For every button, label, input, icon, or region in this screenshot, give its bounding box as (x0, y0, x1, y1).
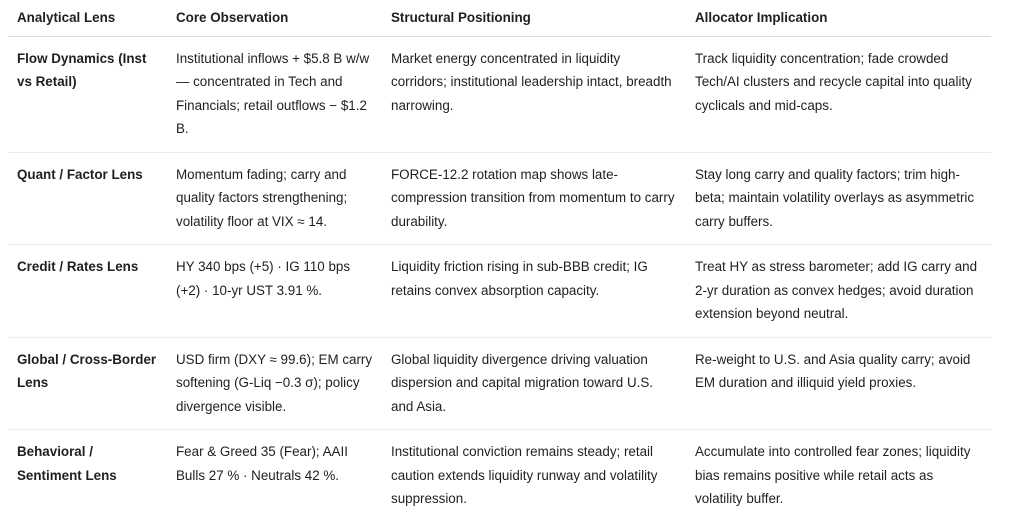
table-row (8, 36, 991, 152)
observation-cell: USD firm (DXY ≈ 99.6); EM carry softening (G-Liq −0.3 σ); policy divergence visible. (167, 337, 382, 430)
lens-cell: Credit / Rates Lens (8, 245, 167, 338)
implication-cell: Re-weight to U.S. and Asia quality carry; avoid EM duration and illiquid yield proxies. (686, 337, 991, 430)
positioning-cell: Institutional conviction remains steady; retail caution extends liquidity runway and volatility suppression. (391, 444, 658, 506)
observation-cell: Momentum fading; carry and quality factors strengthening; volatility floor at VIX ≈ 14. (167, 152, 382, 245)
lens-cell: Flow Dynamics (Inst vs Retail) (8, 36, 167, 152)
observation-cell: HY 340 bps (+5) · IG 110 bps (+2) · 10-yr UST 3.91 %. (167, 245, 382, 338)
table-header-row (8, 0, 991, 36)
table-row (8, 152, 991, 245)
lens-cell: Quant / Factor Lens (8, 152, 167, 245)
observation-cell: Institutional inflows + $5.8 B w/w — concentrated in Tech and Financials; retail outflows − $1.2 B. (167, 36, 382, 152)
positioning-cell: Market energy concentrated in liquidity corridors; institutional leadership intact, breadth narrowing. (382, 36, 686, 152)
table-row (8, 337, 991, 430)
positioning-cell: FORCE-12.2 rotation map shows late-compression transition from momentum to carry durability. (382, 152, 686, 245)
table-row (8, 430, 991, 522)
table-row (8, 245, 991, 338)
observation-cell: Fear & Greed 35 (Fear); AAII Bulls 27 % · Neutrals 42 %. (176, 444, 348, 483)
implication-cell: Track liquidity concentration; fade crowded Tech/AI clusters and recycle capital into quality cyclicals and mid-caps. (686, 36, 991, 152)
implication-cell: Accumulate into controlled fear zones; liquidity bias remains positive while retail acts as volatility buffer. (695, 444, 971, 506)
positioning-cell: Global liquidity divergence driving valuation dispersion and capital migration toward U.S. and Asia. (382, 337, 686, 430)
implication-cell: Treat HY as stress barometer; add IG carry and 2-yr duration as convex hedges; avoid duration extension beyond neutral. (686, 245, 991, 338)
lens-cell: Behavioral / Sentiment Lens (17, 444, 117, 483)
positioning-cell: Liquidity friction rising in sub-BBB credit; IG retains convex absorption capacity. (382, 245, 686, 338)
header-allocator-implication: Allocator Implication (686, 0, 991, 36)
implication-cell: Stay long carry and quality factors; trim high-beta; maintain volatility overlays as asymmetric carry buffers. (686, 152, 991, 245)
header-analytical-lens: Analytical Lens (8, 0, 167, 36)
lens-cell: Global / Cross-Border Lens (8, 337, 167, 430)
analysis-table (8, 0, 991, 522)
header-structural-positioning: Structural Positioning (382, 0, 686, 36)
header-core-observation: Core Observation (167, 0, 382, 36)
